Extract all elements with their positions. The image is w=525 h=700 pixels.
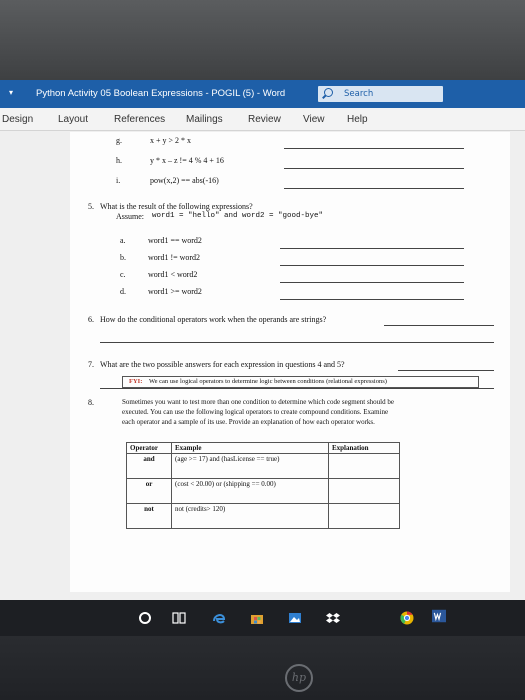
answer-line[interactable] bbox=[100, 342, 494, 343]
q4-item-letter: h. bbox=[116, 156, 122, 165]
tab-layout[interactable]: Layout bbox=[58, 114, 89, 125]
q6-number: 6. bbox=[88, 315, 94, 324]
q6-text: How do the conditional operators work when the operands are strings? bbox=[100, 315, 327, 324]
example-cell: (cost < 20.00) or (shipping == 0.00) bbox=[172, 479, 329, 504]
tab-references[interactable]: References bbox=[114, 114, 166, 125]
fyi-label: FYI: bbox=[129, 378, 143, 385]
operator-cell: and bbox=[127, 454, 172, 479]
q4-item-letter: g. bbox=[116, 136, 122, 145]
window-title: Python Activity 05 Boolean Expressions - POGIL (5) - Word bbox=[36, 88, 286, 99]
q4-item-expression: pow(x,2) == abs(-16) bbox=[150, 176, 219, 185]
operator-cell: not bbox=[127, 504, 172, 529]
edge-icon[interactable] bbox=[212, 611, 226, 625]
q8-line-3: each operator and a sample of its use. Provide an explanation of how each operator works. bbox=[122, 418, 375, 426]
header-example: Example bbox=[172, 443, 329, 454]
answer-line[interactable] bbox=[280, 265, 464, 266]
q4-item-expression: y * x – z != 4 % 4 + 16 bbox=[150, 156, 224, 165]
explanation-cell[interactable] bbox=[329, 479, 400, 504]
operator-cell: or bbox=[127, 479, 172, 504]
taskbar bbox=[0, 600, 525, 636]
dropbox-icon[interactable] bbox=[326, 611, 340, 625]
answer-line[interactable] bbox=[284, 188, 464, 189]
hp-logo bbox=[285, 664, 313, 692]
table-row bbox=[127, 504, 400, 529]
q8-line-1: Sometimes you want to test more than one condition to determine which code segment should be bbox=[122, 398, 394, 406]
fyi-text: We can use logical operators to determine logic between conditions (relational expressions) bbox=[149, 378, 387, 385]
q5-item-letter: d. bbox=[120, 287, 126, 296]
chrome-icon[interactable] bbox=[400, 611, 414, 625]
answer-line[interactable] bbox=[398, 370, 494, 371]
logical-operators-table bbox=[126, 442, 400, 529]
q7-number: 7. bbox=[88, 360, 94, 369]
photos-icon[interactable] bbox=[288, 611, 302, 625]
explanation-cell[interactable] bbox=[329, 454, 400, 479]
laptop-bezel-top bbox=[0, 0, 525, 80]
explanation-cell[interactable] bbox=[329, 504, 400, 529]
q5-item-letter: b. bbox=[120, 253, 126, 262]
tab-help[interactable]: Help bbox=[347, 114, 368, 125]
tab-review[interactable]: Review bbox=[248, 114, 281, 125]
tab-mailings[interactable]: Mailings bbox=[186, 114, 223, 125]
answer-line[interactable] bbox=[284, 148, 464, 149]
ribbon-tabs bbox=[0, 108, 525, 131]
laptop-bezel-bottom bbox=[0, 636, 525, 700]
tab-design[interactable]: Design bbox=[2, 114, 34, 125]
q5-assume-code: word1 = "hello" and word2 = "good-bye" bbox=[152, 212, 324, 220]
header-operator: Operator bbox=[127, 443, 172, 454]
task-view-icon[interactable] bbox=[172, 611, 186, 625]
q7-text: What are the two possible answers for each expression in questions 4 and 5? bbox=[100, 360, 345, 369]
cortana-icon[interactable] bbox=[138, 611, 152, 625]
search-icon bbox=[324, 88, 333, 97]
q5-item-letter: a. bbox=[120, 236, 126, 245]
screen bbox=[0, 80, 525, 600]
hp-logo-text: hp bbox=[291, 671, 307, 684]
q4-item-expression: x + y > 2 * x bbox=[150, 136, 192, 145]
answer-line[interactable] bbox=[280, 282, 464, 283]
table-row bbox=[127, 479, 400, 504]
q5-item-expression: word1 != word2 bbox=[148, 253, 201, 262]
word-icon[interactable] bbox=[432, 609, 446, 623]
tab-view[interactable]: View bbox=[303, 114, 325, 125]
q5-item-letter: c. bbox=[120, 270, 126, 279]
answer-line[interactable] bbox=[284, 168, 464, 169]
q4-item-letter: i. bbox=[116, 176, 121, 185]
answer-line[interactable] bbox=[384, 325, 494, 326]
example-cell: not (credits> 120) bbox=[172, 504, 329, 529]
q8-line-2: executed. You can use the following logical operators to create compound conditions. Examine bbox=[122, 408, 389, 416]
fyi-box bbox=[122, 376, 479, 388]
document-page[interactable] bbox=[70, 132, 510, 592]
search-box[interactable] bbox=[318, 86, 443, 102]
answer-line[interactable] bbox=[280, 299, 464, 300]
answer-line[interactable] bbox=[100, 388, 494, 389]
q5-item-expression: word1 == word2 bbox=[148, 236, 202, 245]
q5-assume-label: Assume: bbox=[116, 212, 144, 221]
header-explanation: Explanation bbox=[329, 443, 400, 454]
q5-item-expression: word1 >= word2 bbox=[148, 287, 202, 296]
title-bar bbox=[0, 80, 525, 108]
q5-number: 5. bbox=[88, 202, 94, 211]
answer-line[interactable] bbox=[280, 248, 464, 249]
q5-item-expression: word1 < word2 bbox=[148, 270, 198, 279]
q8-number: 8. bbox=[88, 398, 94, 407]
table-header-row bbox=[127, 443, 400, 454]
store-icon[interactable] bbox=[250, 611, 264, 625]
q5-text: What is the result of the following expressions? bbox=[100, 202, 253, 211]
example-cell: (age >= 17) and (hasLicense == true) bbox=[172, 454, 329, 479]
quick-access-dropdown-icon[interactable]: ▾ bbox=[9, 88, 14, 97]
table-row bbox=[127, 454, 400, 479]
search-placeholder: Search bbox=[344, 89, 374, 99]
